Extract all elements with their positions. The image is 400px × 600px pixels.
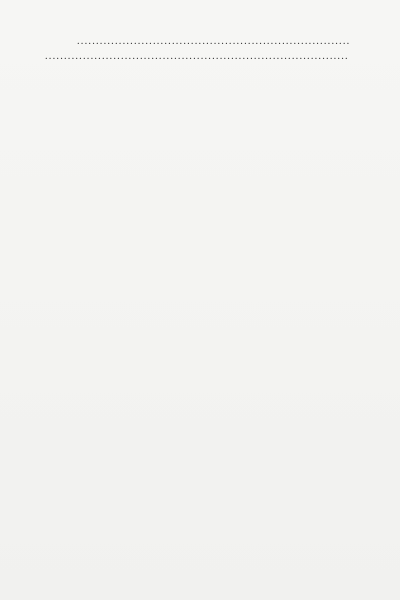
fifth-narrative[interactable] xyxy=(40,49,350,65)
table-of-contents xyxy=(40,23,350,65)
dot-leader xyxy=(45,49,349,65)
dot-leader xyxy=(77,35,349,48)
page-folio xyxy=(0,567,400,581)
fourth-narrative-entry xyxy=(40,35,350,48)
fourth-narrative[interactable] xyxy=(40,32,350,49)
